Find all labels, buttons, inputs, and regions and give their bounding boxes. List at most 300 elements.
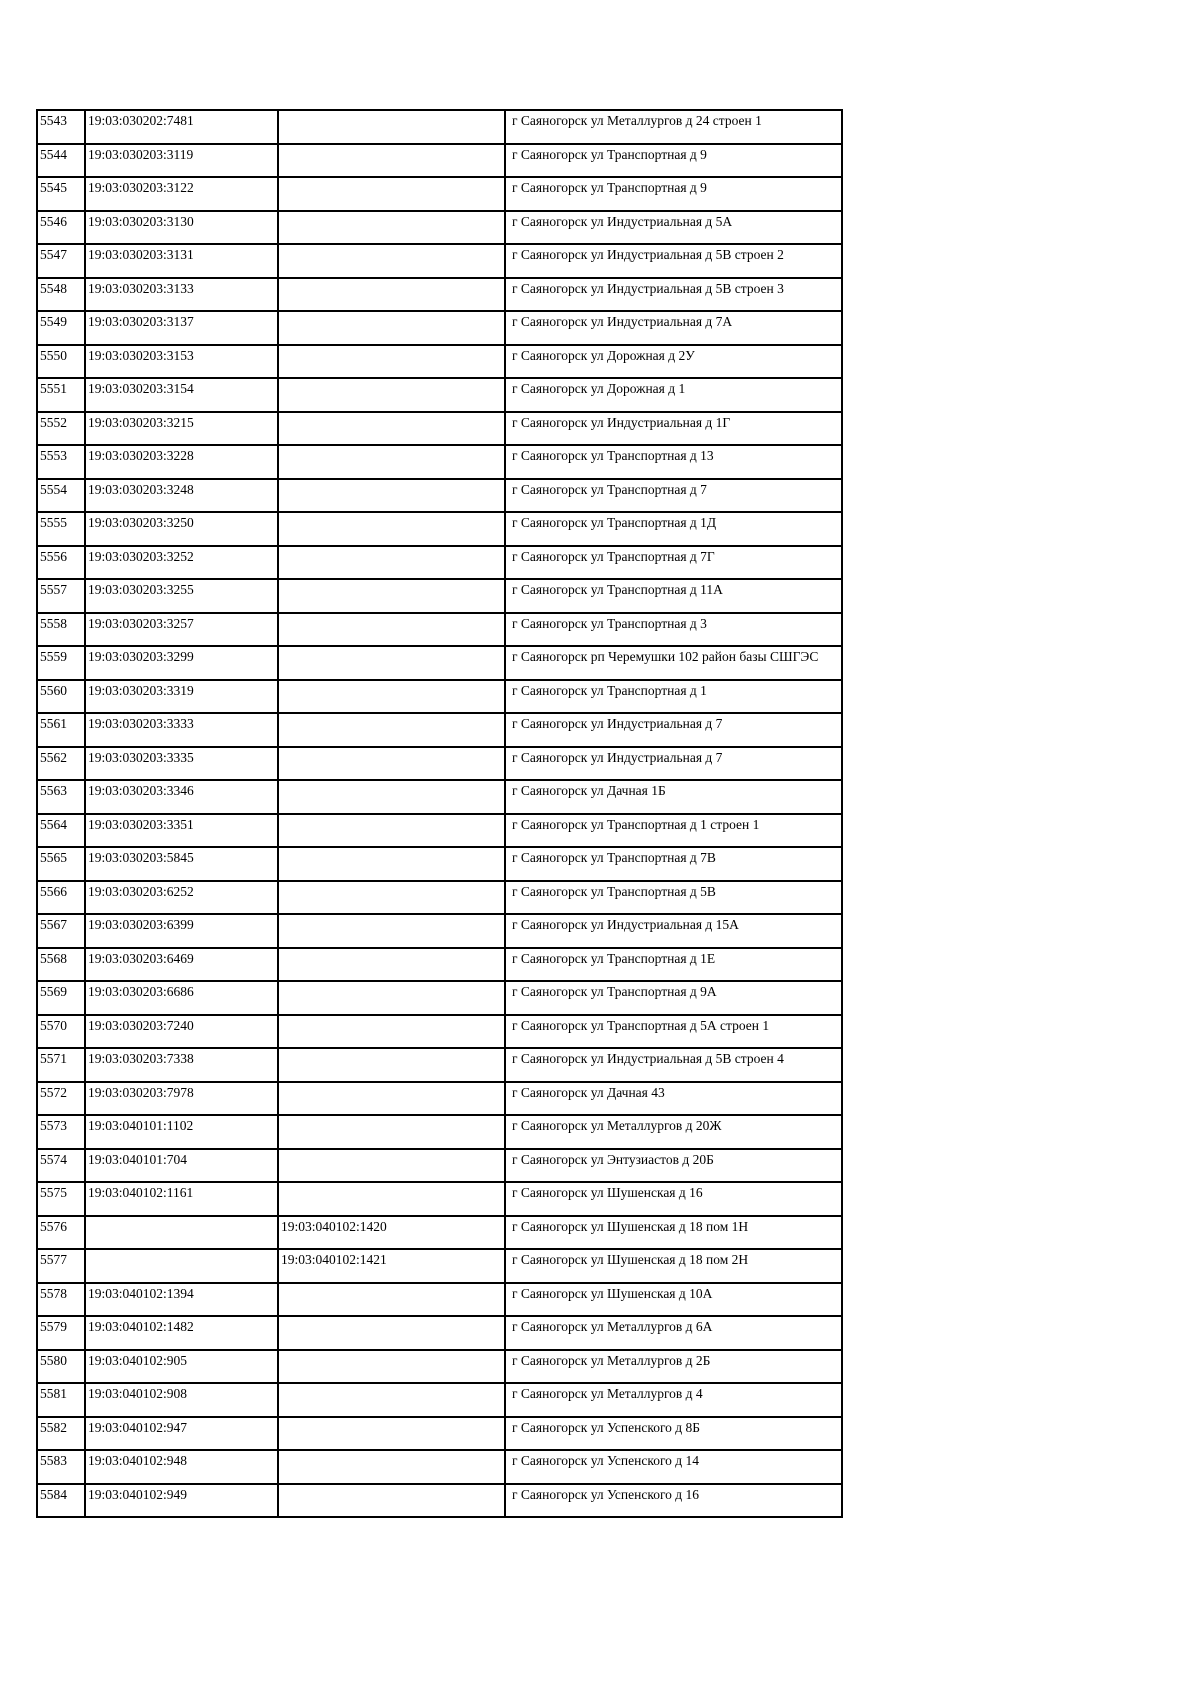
address-cell-text: г Саяногорск ул Металлургов д 24 строен 1 (512, 113, 762, 128)
building-cadastral-number-cell-text (281, 145, 504, 147)
row-number-cell (37, 1149, 85, 1183)
address-cell (505, 512, 842, 546)
land-cadastral-number-cell-text: 19:03:030203:3299 (88, 649, 194, 664)
row-number-cell-text: 5554 (40, 481, 67, 497)
land-cadastral-number-cell-text: 19:03:030203:7978 (88, 1084, 194, 1100)
building-cadastral-number-cell (278, 713, 505, 747)
address-cell-text: г Саяногорск ул Индустриальная д 7 (512, 749, 723, 765)
address-cell (505, 412, 842, 446)
building-cadastral-number-cell-text (281, 1351, 504, 1353)
building-cadastral-number-cell-text (281, 480, 504, 482)
building-cadastral-number-cell-text (281, 848, 504, 850)
building-cadastral-number-cell (278, 780, 505, 814)
table-row (37, 512, 842, 546)
address-cell-text: г Саяногорск ул Дорожная д 2У (512, 347, 695, 363)
building-cadastral-number-cell (278, 579, 505, 613)
land-cadastral-number-cell (85, 1249, 278, 1283)
building-cadastral-number-cell-text (281, 1418, 504, 1420)
row-number-cell (37, 177, 85, 211)
address-cell (505, 1249, 842, 1283)
address-cell (505, 1082, 842, 1116)
row-number-cell (37, 445, 85, 479)
table-row (37, 311, 842, 345)
cadastral-table (36, 109, 843, 1518)
row-number-cell (37, 1350, 85, 1384)
address-cell (505, 713, 842, 747)
building-cadastral-number-cell-text (281, 446, 504, 448)
address-cell-text: г Саяногорск ул Транспортная д 9А (512, 984, 717, 999)
row-number-cell (37, 713, 85, 747)
address-cell-text: г Саяногорск ул Индустриальная д 5А (512, 213, 733, 229)
address-cell-text: г Саяногорск ул Индустриальная д 1Г (512, 414, 731, 430)
land-cadastral-number-cell-text: 19:03:030203:3333 (88, 716, 194, 731)
building-cadastral-number-cell (278, 1316, 505, 1350)
address-cell-text: г Саяногорск ул Транспортная д 1Д (512, 515, 717, 530)
row-number-cell-text: 5556 (40, 548, 67, 564)
row-number-cell (37, 1450, 85, 1484)
address-cell-text: г Саяногорск ул Металлургов д 20Ж (512, 1118, 722, 1133)
row-number-cell (37, 1283, 85, 1317)
address-cell-text: г Саяногорск ул Дорожная д 1 (512, 381, 686, 396)
table-row (37, 1182, 842, 1216)
address-cell (505, 479, 842, 513)
land-cadastral-number-cell (85, 981, 278, 1015)
land-cadastral-number-cell-text: 19:03:040102:908 (88, 1386, 188, 1401)
address-cell (505, 1149, 842, 1183)
land-cadastral-number-cell-text: 19:03:030203:3133 (88, 280, 194, 296)
row-number-cell (37, 278, 85, 312)
building-cadastral-number-cell (278, 412, 505, 446)
address-cell (505, 680, 842, 714)
address-cell-text: г Саяногорск ул Транспортная д 5А строен 1 (512, 1017, 770, 1033)
table-row (37, 579, 842, 613)
building-cadastral-number-cell (278, 747, 505, 781)
building-cadastral-number-cell (278, 546, 505, 580)
row-number-cell-text: 5550 (40, 347, 67, 363)
address-cell (505, 881, 842, 915)
address-cell (505, 144, 842, 178)
address-cell-text: г Саяногорск ул Успенского д 14 (512, 1453, 700, 1468)
building-cadastral-number-cell (278, 646, 505, 680)
land-cadastral-number-cell-text: 19:03:030203:3154 (88, 381, 194, 396)
land-cadastral-number-cell (85, 311, 278, 345)
land-cadastral-number-cell-text (88, 1250, 277, 1252)
address-cell-text: г Саяногорск ул Дачная 1Б (512, 783, 666, 798)
row-number-cell-text: 5563 (40, 783, 67, 798)
building-cadastral-number-cell-text (281, 647, 504, 649)
row-number-cell (37, 847, 85, 881)
building-cadastral-number-cell (278, 1417, 505, 1451)
address-cell (505, 1182, 842, 1216)
table-row (37, 747, 842, 781)
building-cadastral-number-cell-text: 19:03:040102:1420 (281, 1218, 387, 1234)
address-cell (505, 814, 842, 848)
row-number-cell-text: 5584 (40, 1486, 67, 1502)
row-number-cell-text: 5557 (40, 582, 67, 597)
table-row (37, 412, 842, 446)
row-number-cell-text: 5568 (40, 950, 67, 966)
building-cadastral-number-cell-text (281, 279, 504, 281)
row-number-cell (37, 1316, 85, 1350)
row-number-cell (37, 981, 85, 1015)
land-cadastral-number-cell (85, 412, 278, 446)
land-cadastral-number-cell-text: 19:03:040102:1161 (88, 1185, 194, 1200)
row-number-cell-text: 5565 (40, 850, 67, 865)
building-cadastral-number-cell (278, 1048, 505, 1082)
building-cadastral-number-cell-text (281, 245, 504, 247)
land-cadastral-number-cell-text: 19:03:040101:1102 (88, 1118, 194, 1133)
address-cell (505, 613, 842, 647)
land-cadastral-number-cell (85, 1015, 278, 1049)
address-cell-text: г Саяногорск ул Дачная 43 (512, 1084, 665, 1100)
row-number-cell-text: 5560 (40, 682, 67, 698)
land-cadastral-number-cell-text: 19:03:030203:6686 (88, 984, 194, 999)
land-cadastral-number-cell (85, 1048, 278, 1082)
land-cadastral-number-cell-text: 19:03:030203:6399 (88, 917, 194, 932)
address-cell-text: г Саяногорск ул Транспортная д 1Е (512, 950, 716, 966)
address-cell (505, 1283, 842, 1317)
building-cadastral-number-cell-text (281, 915, 504, 917)
building-cadastral-number-cell-text (281, 547, 504, 549)
table-row (37, 1484, 842, 1518)
address-cell (505, 1450, 842, 1484)
row-number-cell-text: 5552 (40, 414, 67, 430)
building-cadastral-number-cell (278, 613, 505, 647)
table-row (37, 914, 842, 948)
address-cell-text: г Саяногорск ул Индустриальная д 5В строен 4 (512, 1051, 784, 1066)
land-cadastral-number-cell (85, 1316, 278, 1350)
row-number-cell (37, 1182, 85, 1216)
building-cadastral-number-cell (278, 479, 505, 513)
building-cadastral-number-cell-text: 19:03:040102:1421 (281, 1252, 387, 1267)
row-number-cell (37, 948, 85, 982)
address-cell (505, 981, 842, 1015)
building-cadastral-number-cell (278, 1450, 505, 1484)
table-row (37, 948, 842, 982)
address-cell-text: г Саяногорск ул Индустриальная д 7 (512, 716, 723, 731)
address-cell (505, 1316, 842, 1350)
building-cadastral-number-cell (278, 1182, 505, 1216)
land-cadastral-number-cell-text: 19:03:030203:3131 (88, 247, 194, 262)
table-row (37, 345, 842, 379)
address-cell-text: г Саяногорск ул Транспортная д 1 (512, 682, 707, 698)
building-cadastral-number-cell-text (281, 178, 504, 180)
address-cell-text: г Саяногорск ул Шушенская д 16 (512, 1185, 703, 1200)
land-cadastral-number-cell-text: 19:03:040102:949 (88, 1486, 188, 1502)
row-number-cell-text: 5573 (40, 1118, 67, 1133)
land-cadastral-number-cell (85, 177, 278, 211)
row-number-cell-text: 5553 (40, 448, 67, 463)
row-number-cell-text: 5583 (40, 1453, 67, 1468)
row-number-cell-text: 5578 (40, 1285, 67, 1301)
land-cadastral-number-cell (85, 345, 278, 379)
land-cadastral-number-cell-text: 19:03:040102:1394 (88, 1285, 194, 1301)
row-number-cell-text: 5580 (40, 1352, 67, 1368)
land-cadastral-number-cell-text: 19:03:040102:1482 (88, 1319, 194, 1334)
table-row (37, 1216, 842, 1250)
building-cadastral-number-cell-text (281, 1317, 504, 1319)
building-cadastral-number-cell (278, 1283, 505, 1317)
row-number-cell-text: 5574 (40, 1151, 67, 1167)
land-cadastral-number-cell-text: 19:03:030203:3335 (88, 749, 194, 765)
building-cadastral-number-cell-text (281, 882, 504, 884)
row-number-cell-text: 5575 (40, 1185, 67, 1200)
building-cadastral-number-cell (278, 814, 505, 848)
row-number-cell-text: 5564 (40, 816, 67, 832)
table-row (37, 144, 842, 178)
table-row (37, 1417, 842, 1451)
row-number-cell (37, 1015, 85, 1049)
land-cadastral-number-cell (85, 278, 278, 312)
address-cell (505, 1484, 842, 1518)
land-cadastral-number-cell-text: 19:03:030203:3255 (88, 582, 194, 597)
row-number-cell-text: 5569 (40, 984, 67, 999)
table-row (37, 1316, 842, 1350)
building-cadastral-number-cell (278, 1350, 505, 1384)
address-cell (505, 646, 842, 680)
building-cadastral-number-cell (278, 1115, 505, 1149)
land-cadastral-number-cell (85, 244, 278, 278)
land-cadastral-number-cell-text: 19:03:030203:3137 (88, 314, 194, 329)
table-row (37, 680, 842, 714)
land-cadastral-number-cell-text: 19:03:030203:3119 (88, 146, 194, 162)
building-cadastral-number-cell (278, 345, 505, 379)
building-cadastral-number-cell (278, 144, 505, 178)
row-number-cell-text: 5558 (40, 615, 67, 631)
address-cell-text: г Саяногорск ул Металлургов д 4 (512, 1386, 703, 1401)
address-cell-text: г Саяногорск ул Успенского д 16 (512, 1486, 700, 1502)
row-number-cell (37, 914, 85, 948)
row-number-cell (37, 345, 85, 379)
table-row (37, 378, 842, 412)
address-cell (505, 177, 842, 211)
row-number-cell-text: 5547 (40, 247, 67, 262)
address-cell-text: г Саяногорск ул Шушенская д 18 пом 2Н (512, 1252, 749, 1267)
address-cell (505, 747, 842, 781)
table-row (37, 613, 842, 647)
address-cell-text: г Саяногорск ул Транспортная д 1 строен 1 (512, 816, 760, 832)
building-cadastral-number-cell (278, 110, 505, 144)
land-cadastral-number-cell (85, 1082, 278, 1116)
address-cell-text: г Саяногорск ул Энтузиастов д 20Б (512, 1151, 714, 1167)
address-cell-text: г Саяногорск ул Индустриальная д 5В строен 3 (512, 280, 784, 296)
land-cadastral-number-cell-text: 19:03:030203:7338 (88, 1051, 194, 1066)
row-number-cell (37, 613, 85, 647)
address-cell-text: г Саяногорск ул Индустриальная д 15А (512, 917, 739, 932)
row-number-cell-text: 5544 (40, 146, 67, 162)
land-cadastral-number-cell (85, 881, 278, 915)
row-number-cell (37, 211, 85, 245)
building-cadastral-number-cell (278, 914, 505, 948)
row-number-cell (37, 1048, 85, 1082)
building-cadastral-number-cell-text (281, 413, 504, 415)
building-cadastral-number-cell (278, 378, 505, 412)
land-cadastral-number-cell (85, 1149, 278, 1183)
land-cadastral-number-cell (85, 512, 278, 546)
building-cadastral-number-cell (278, 1484, 505, 1518)
address-cell (505, 780, 842, 814)
row-number-cell-text: 5567 (40, 917, 67, 932)
building-cadastral-number-cell-text (281, 379, 504, 381)
table-row (37, 1283, 842, 1317)
building-cadastral-number-cell-text (281, 1183, 504, 1185)
land-cadastral-number-cell (85, 1182, 278, 1216)
building-cadastral-number-cell (278, 445, 505, 479)
address-cell (505, 914, 842, 948)
building-cadastral-number-cell-text (281, 1049, 504, 1051)
row-number-cell (37, 1115, 85, 1149)
row-number-cell (37, 1484, 85, 1518)
row-number-cell (37, 881, 85, 915)
land-cadastral-number-cell-text: 19:03:030203:3346 (88, 783, 194, 798)
building-cadastral-number-cell (278, 1249, 505, 1283)
land-cadastral-number-cell (85, 914, 278, 948)
land-cadastral-number-cell-text: 19:03:030203:6252 (88, 883, 194, 899)
land-cadastral-number-cell-text: 19:03:040102:905 (88, 1352, 188, 1368)
row-number-cell-text: 5545 (40, 180, 67, 195)
building-cadastral-number-cell (278, 211, 505, 245)
building-cadastral-number-cell-text (281, 1016, 504, 1018)
land-cadastral-number-cell (85, 814, 278, 848)
land-cadastral-number-cell-text: 19:03:030203:3319 (88, 682, 194, 698)
table-row (37, 814, 842, 848)
row-number-cell (37, 512, 85, 546)
land-cadastral-number-cell (85, 713, 278, 747)
building-cadastral-number-cell-text (281, 1083, 504, 1085)
row-number-cell (37, 579, 85, 613)
building-cadastral-number-cell (278, 948, 505, 982)
address-cell (505, 445, 842, 479)
row-number-cell-text: 5570 (40, 1017, 67, 1033)
building-cadastral-number-cell (278, 981, 505, 1015)
land-cadastral-number-cell (85, 613, 278, 647)
row-number-cell (37, 780, 85, 814)
row-number-cell-text: 5576 (40, 1218, 67, 1234)
row-number-cell-text: 5579 (40, 1319, 67, 1334)
address-cell (505, 948, 842, 982)
building-cadastral-number-cell-text (281, 1384, 504, 1386)
land-cadastral-number-cell (85, 479, 278, 513)
row-number-cell (37, 1383, 85, 1417)
land-cadastral-number-cell-text: 19:03:030203:3122 (88, 180, 194, 195)
row-number-cell (37, 244, 85, 278)
land-cadastral-number-cell-text: 19:03:030202:7481 (88, 113, 194, 128)
table-row (37, 780, 842, 814)
building-cadastral-number-cell (278, 1015, 505, 1049)
row-number-cell (37, 311, 85, 345)
table-row (37, 981, 842, 1015)
land-cadastral-number-cell (85, 445, 278, 479)
address-cell-text: г Саяногорск ул Транспортная д 13 (512, 448, 714, 463)
building-cadastral-number-cell (278, 1216, 505, 1250)
table-row (37, 177, 842, 211)
address-cell (505, 378, 842, 412)
row-number-cell-text: 5546 (40, 213, 67, 229)
address-cell-text: г Саяногорск ул Транспортная д 9 (512, 180, 707, 195)
address-cell-text: г Саяногорск ул Индустриальная д 7А (512, 314, 733, 329)
table-row (37, 211, 842, 245)
row-number-cell-text: 5572 (40, 1084, 67, 1100)
building-cadastral-number-cell-text (281, 1451, 504, 1453)
table-row (37, 479, 842, 513)
address-cell-text: г Саяногорск ул Транспортная д 7Г (512, 548, 715, 564)
building-cadastral-number-cell-text (281, 1485, 504, 1487)
land-cadastral-number-cell-text: 19:03:030203:3351 (88, 816, 194, 832)
building-cadastral-number-cell-text (281, 681, 504, 683)
land-cadastral-number-cell-text: 19:03:040102:948 (88, 1453, 188, 1468)
row-number-cell (37, 546, 85, 580)
row-number-cell-text: 5549 (40, 314, 67, 329)
table-row (37, 1015, 842, 1049)
row-number-cell (37, 1417, 85, 1451)
building-cadastral-number-cell-text (281, 1150, 504, 1152)
row-number-cell (37, 680, 85, 714)
table-row (37, 847, 842, 881)
land-cadastral-number-cell (85, 144, 278, 178)
land-cadastral-number-cell (85, 546, 278, 580)
address-cell (505, 1383, 842, 1417)
address-cell-text: г Саяногорск ул Транспортная д 5В (512, 883, 716, 899)
land-cadastral-number-cell (85, 680, 278, 714)
row-number-cell (37, 412, 85, 446)
land-cadastral-number-cell-text: 19:03:030203:3248 (88, 481, 194, 497)
building-cadastral-number-cell (278, 1082, 505, 1116)
land-cadastral-number-cell (85, 1383, 278, 1417)
table-body (37, 110, 842, 1517)
address-cell-text: г Саяногорск ул Транспортная д 3 (512, 615, 707, 631)
land-cadastral-number-cell-text: 19:03:030203:3215 (88, 414, 194, 430)
row-number-cell-text: 5555 (40, 515, 67, 530)
address-cell (505, 847, 842, 881)
building-cadastral-number-cell (278, 311, 505, 345)
address-cell (505, 1048, 842, 1082)
address-cell (505, 311, 842, 345)
address-cell-text: г Саяногорск ул Шушенская д 18 пом 1Н (512, 1218, 749, 1234)
building-cadastral-number-cell-text (281, 111, 504, 113)
address-cell (505, 1015, 842, 1049)
building-cadastral-number-cell-text (281, 1116, 504, 1118)
row-number-cell-text: 5548 (40, 280, 67, 296)
address-cell (505, 579, 842, 613)
row-number-cell-text: 5581 (40, 1386, 67, 1401)
building-cadastral-number-cell-text (281, 614, 504, 616)
address-cell-text: г Саяногорск рп Черемушки 102 район базы СШГЭС (512, 649, 819, 664)
row-number-cell (37, 1082, 85, 1116)
land-cadastral-number-cell-text (88, 1217, 277, 1219)
table-row (37, 546, 842, 580)
land-cadastral-number-cell-text: 19:03:040102:947 (88, 1419, 188, 1435)
row-number-cell-text: 5559 (40, 649, 67, 664)
row-number-cell-text: 5571 (40, 1051, 67, 1066)
table-row (37, 881, 842, 915)
address-cell-text: г Саяногорск ул Транспортная д 7В (512, 850, 716, 865)
land-cadastral-number-cell (85, 1450, 278, 1484)
table-row (37, 713, 842, 747)
land-cadastral-number-cell (85, 579, 278, 613)
building-cadastral-number-cell-text (281, 982, 504, 984)
row-number-cell-text: 5543 (40, 113, 67, 128)
address-cell (505, 1350, 842, 1384)
row-number-cell-text: 5566 (40, 883, 67, 899)
land-cadastral-number-cell-text: 19:03:040101:704 (88, 1151, 188, 1167)
address-cell-text: г Саяногорск ул Транспортная д 11А (512, 582, 723, 597)
row-number-cell (37, 814, 85, 848)
land-cadastral-number-cell-text: 19:03:030203:5845 (88, 850, 194, 865)
land-cadastral-number-cell-text: 19:03:030203:3153 (88, 347, 194, 363)
land-cadastral-number-cell (85, 110, 278, 144)
land-cadastral-number-cell (85, 780, 278, 814)
land-cadastral-number-cell (85, 1115, 278, 1149)
